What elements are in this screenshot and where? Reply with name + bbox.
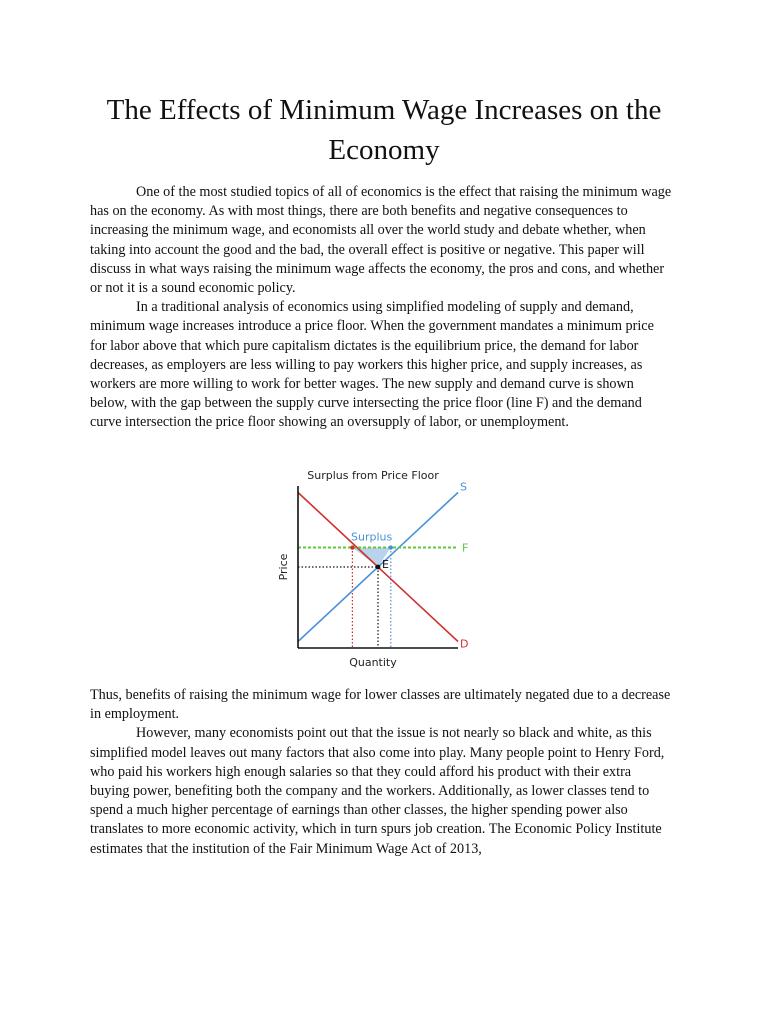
supply-floor-point — [389, 545, 393, 549]
supply-demand-figure — [268, 462, 478, 672]
paragraph: However, many economists point out that the issue is not nearly so black and white, as this simplified model leaves out many factors that also come into play. Many people point to Henry Ford, who paid his workers high enough salaries so that they could afford his product with their extra buying power, benefiting both the company and the workers. Additionally, as lower classes tend to spend a much higher percentage of earnings than other classes, the higher spending power also translates to more economic activity, which in turn spurs job creation. The Economic Policy Institute estimates that the institution of the Fair Minimum Wage Act of 2013, — [90, 725, 665, 857]
chart-title: Surplus from Price Floor — [307, 469, 439, 482]
equilibrium-point — [376, 565, 381, 570]
x-axis-label: Quantity — [349, 656, 397, 669]
paragraph: Thus, benefits of raising the minimum wage for lower classes are ultimately negated due to a decrease in employment. — [90, 687, 671, 723]
paragraph: One of the most studied topics of all of economics is the effect that raising the minimum wage has on the economy. As with most things, there are both benefits and negative consequences to increasing the minimum wage, and economists all over the world study and debate whether, when taking into account the good and the bad, the overall effect is positive or negative. This paper will discuss in what ways raising the minimum wage affects the economy, the pros and cons, and whether or not it is a sound economic policy. — [90, 184, 672, 297]
body-text-before-figure — [90, 183, 673, 433]
y-axis-label: Price — [277, 553, 290, 581]
paragraph: In a traditional analysis of economics using simplified modeling of supply and demand, minimum wage increases introduce a price floor. When the government mandates a minimum price for labor above that which pure capitalism dictates is the equilibrium price, the demand for labor decreases, as employers are less willing to pay workers this higher price, and supply increases, as workers are more willing to work for better wages. The new supply and demand curve is shown below, with the gap between the supply curve intersecting the price floor (line F) and the demand curve intersection the price floor showing an oversupply of labor, or unemployment. — [90, 299, 654, 431]
body-text-after-figure — [90, 686, 673, 859]
series-label-s: S — [460, 480, 467, 494]
document-title: The Effects of Minimum Wage Increases on the Economy — [106, 94, 662, 166]
series-label-d: D — [460, 637, 469, 651]
series-label-f: F — [462, 541, 469, 555]
price-floor-chart — [268, 462, 478, 672]
surplus-label: Surplus — [350, 530, 393, 544]
equilibrium-label: E — [382, 558, 389, 571]
demand-floor-point — [350, 545, 354, 549]
